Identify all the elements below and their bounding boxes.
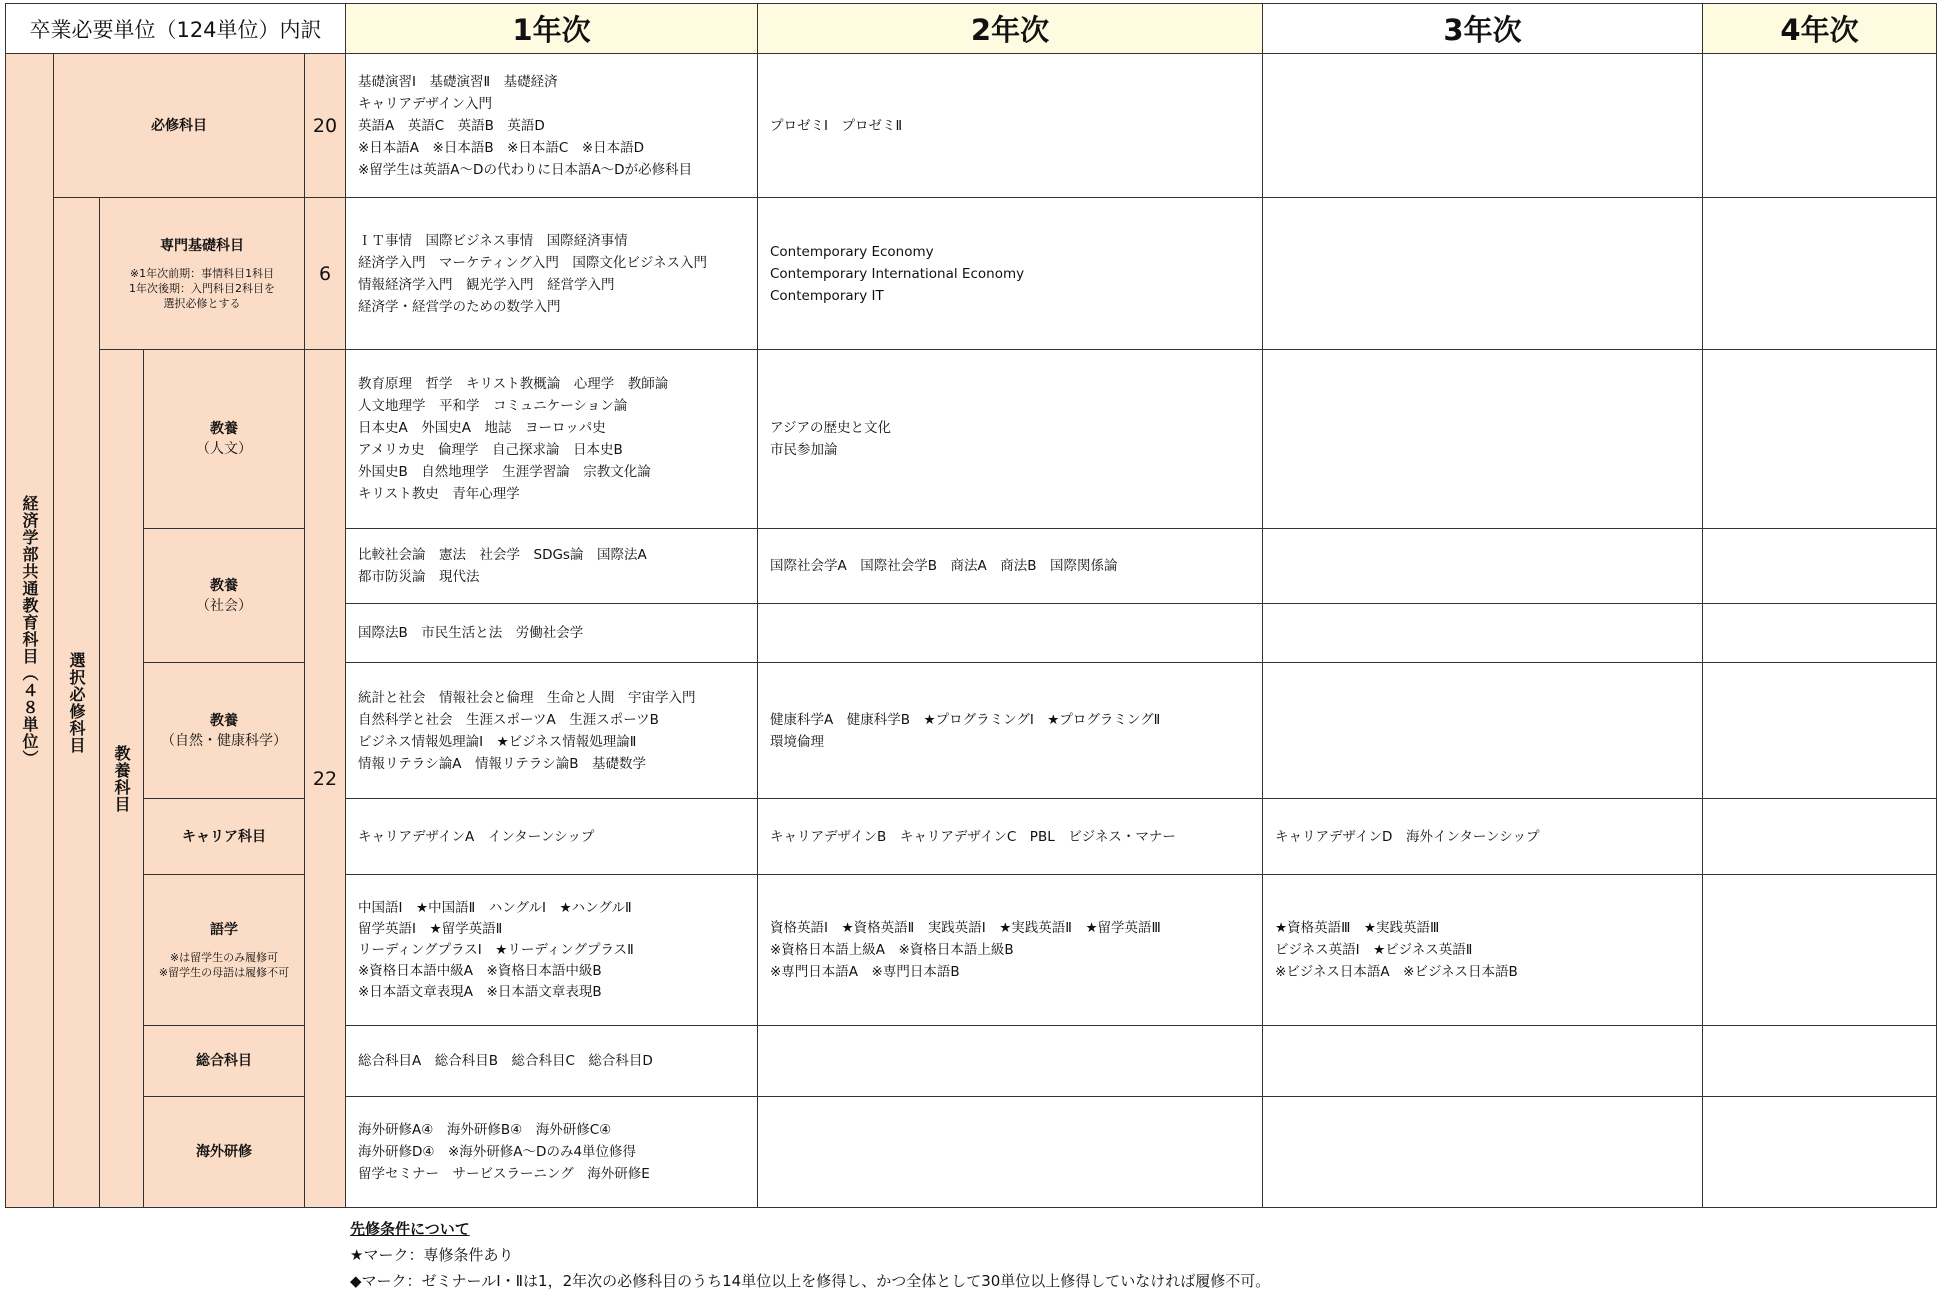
list-item: 人文地理学 平和学 コミュニケーション論 <box>358 398 628 414</box>
social-row1-year4 <box>1702 528 1937 604</box>
header-year1 <box>345 3 758 54</box>
list-item: 留学英語Ⅰ ★留学英語Ⅱ <box>358 920 503 937</box>
list-item: キャリアデザインA インターンシップ <box>358 828 595 845</box>
category-science <box>143 662 305 799</box>
note-line: 1年次後期：入門科目2科目を <box>129 282 275 295</box>
science-year4 <box>1702 662 1937 799</box>
category-science-name: 教養 <box>210 712 238 729</box>
list-item: 経済学・経営学のための数学入門 <box>358 298 561 315</box>
category-career-name: キャリア科目 <box>182 828 266 845</box>
list-item: 健康科学A 健康科学B ★プログラミングⅠ ★プログラミングⅡ <box>770 711 1161 728</box>
basic-year4 <box>1702 197 1937 350</box>
list-item: 英語A 英語C 英語B 英語D <box>358 117 545 134</box>
general-year2 <box>757 1025 1263 1097</box>
category-required-name: 必修科目 <box>151 117 207 134</box>
list-item: 海外研修A④ 海外研修B④ 海外研修C④ <box>358 1122 612 1138</box>
humanities-year1 <box>345 349 758 529</box>
category-humanities <box>143 349 305 529</box>
side-common-education-label: 経済学部共通教育科目（４８単位） <box>20 494 39 767</box>
category-general <box>143 1025 305 1097</box>
category-required <box>53 53 305 198</box>
humanities-year2 <box>757 349 1263 529</box>
list-item: 留学セミナー サービスラーニング 海外研修E <box>358 1166 650 1182</box>
list-item: ※日本語文章表現A ※日本語文章表現B <box>358 983 602 1000</box>
basic-year2 <box>757 197 1263 350</box>
career-year2 <box>757 798 1263 875</box>
list-item: 基礎演習Ⅰ 基礎演習Ⅱ 基礎経済 <box>358 73 558 90</box>
side-liberal-arts <box>99 349 144 1208</box>
table-title-cell <box>5 3 346 54</box>
list-item: 中国語Ⅰ ★中国語Ⅱ ハングルⅠ ★ハングルⅡ <box>358 899 632 916</box>
category-general-name: 総合科目 <box>196 1053 252 1069</box>
header-year3-label: 3年次 <box>1443 13 1522 47</box>
list-item: Contemporary International Economy <box>770 265 1025 282</box>
header-year4-label: 4年次 <box>1780 13 1859 47</box>
category-language-note <box>159 950 289 980</box>
list-item: ＩＴ事情 国際ビジネス事情 国際経済事情 <box>358 232 628 249</box>
category-social-name: 教養 <box>210 577 238 594</box>
list-item: アメリカ史 倫理学 自己探求論 日本史B <box>358 442 623 458</box>
humanities-year3 <box>1262 349 1703 529</box>
list-item: 海外研修D④ ※海外研修A～Dのみ4単位修得 <box>358 1144 637 1160</box>
overseas-year2 <box>757 1096 1263 1208</box>
category-humanities-sub: （人文） <box>196 441 252 457</box>
career-year3 <box>1262 798 1703 875</box>
list-item: ※留学生は英語A～Dの代わりに日本語A～Dが必修科目 <box>358 161 693 178</box>
overseas-year3 <box>1262 1096 1703 1208</box>
list-item: 経済学入門 マーケティング入門 国際文化ビジネス入門 <box>358 254 707 271</box>
science-year3 <box>1262 662 1703 799</box>
social-row1-year1 <box>345 528 758 604</box>
list-item: Contemporary IT <box>770 287 884 304</box>
list-item: 比較社会論 憲法 社会学 SDGs論 国際法A <box>358 547 647 563</box>
category-overseas-name: 海外研修 <box>196 1144 252 1160</box>
language-year4 <box>1702 874 1937 1026</box>
credits-liberal <box>304 349 346 1208</box>
list-item: ※資格日本語中級A ※資格日本語中級B <box>358 962 602 979</box>
category-language-name: 語学 <box>210 922 238 938</box>
credits-required-value: 20 <box>312 114 338 137</box>
list-item: 日本史A 外国史A 地誌 ヨーロッパ史 <box>358 420 606 436</box>
credits-liberal-value: 22 <box>312 767 338 790</box>
humanities-year4 <box>1702 349 1937 529</box>
list-item: Contemporary Economy <box>770 243 934 260</box>
social-row2-year3 <box>1262 603 1703 663</box>
credits-basic-value: 6 <box>318 262 332 285</box>
list-item: 市民参加論 <box>770 442 838 458</box>
social-row2-year2 <box>757 603 1263 663</box>
category-social <box>143 528 305 663</box>
general-year3 <box>1262 1025 1703 1097</box>
science-year1 <box>345 662 758 799</box>
category-humanities-name: 教養 <box>210 421 238 437</box>
list-item: ※専門日本語A ※専門日本語B <box>770 964 960 980</box>
category-language <box>143 874 305 1026</box>
list-item: 資格英語Ⅰ ★資格英語Ⅱ 実践英語Ⅰ ★実践英語Ⅱ ★留学英語Ⅲ <box>770 920 1161 936</box>
required-year3 <box>1262 53 1703 198</box>
category-basic <box>99 197 305 350</box>
list-item: 総合科目A 総合科目B 総合科目C 総合科目D <box>358 1053 653 1069</box>
social-row2-year1 <box>345 603 758 663</box>
note-line: ※留学生の母語は履修不可 <box>158 966 290 979</box>
required-year2 <box>757 53 1263 198</box>
side-elective-required-label: 選択必修科目 <box>67 651 86 754</box>
note-line: ※は留学生のみ履修可 <box>169 951 279 964</box>
table-title: 卒業必要単位（124単位）内訳 <box>29 17 322 42</box>
list-item: ※日本語A ※日本語B ※日本語C ※日本語D <box>358 139 645 156</box>
credits-basic <box>304 197 346 350</box>
list-item: 国際法B 市民生活と法 労働社会学 <box>358 625 584 641</box>
category-basic-name: 専門基礎科目 <box>160 238 244 254</box>
language-year3 <box>1262 874 1703 1026</box>
list-item: ビジネス情報処理論Ⅰ ★ビジネス情報処理論Ⅱ <box>358 733 637 750</box>
basic-year1 <box>345 197 758 350</box>
list-item: 情報リテラシ論A 情報リテラシ論B 基礎数学 <box>358 755 646 772</box>
social-row2-year4 <box>1702 603 1937 663</box>
list-item: プロゼミⅠ プロゼミⅡ <box>770 117 903 134</box>
required-year4 <box>1702 53 1937 198</box>
language-year1 <box>345 874 758 1026</box>
header-year4 <box>1702 3 1937 54</box>
social-row1-year2 <box>757 528 1263 604</box>
list-item: 教育原理 哲学 キリスト教概論 心理学 教師論 <box>358 376 669 392</box>
general-year1 <box>345 1025 758 1097</box>
list-item: 統計と社会 情報社会と倫理 生命と人間 宇宙学入門 <box>358 689 696 706</box>
list-item: ※ビジネス日本語A ※ビジネス日本語B <box>1275 964 1518 980</box>
list-item: ビジネス英語Ⅰ ★ビジネス英語Ⅱ <box>1275 942 1473 958</box>
list-item: ※資格日本語上級A ※資格日本語上級B <box>770 942 1014 958</box>
overseas-year4 <box>1702 1096 1937 1208</box>
category-science-sub: （自然・健康科学） <box>161 732 287 749</box>
footer-note-star: ★マーク：専修条件あり <box>350 1246 514 1264</box>
list-item: 国際社会学A 国際社会学B 商法A 商法B 国際関係論 <box>770 558 1118 574</box>
career-year1 <box>345 798 758 875</box>
footer-title: 先修条件について <box>350 1220 470 1238</box>
list-item: ★資格英語Ⅲ ★実践英語Ⅲ <box>1275 920 1440 936</box>
side-liberal-arts-label: 教養科目 <box>112 744 131 813</box>
list-item: キャリアデザイン入門 <box>358 95 493 112</box>
list-item: キリスト教史 青年心理学 <box>358 486 520 502</box>
list-item: 自然科学と社会 生涯スポーツA 生涯スポーツB <box>358 711 659 728</box>
category-overseas <box>143 1096 305 1208</box>
category-career <box>143 798 305 875</box>
category-social-sub: （社会） <box>196 597 252 614</box>
category-basic-note <box>129 266 275 311</box>
career-year4 <box>1702 798 1937 875</box>
list-item: 環境倫理 <box>770 733 824 750</box>
list-item: 都市防災論 現代法 <box>358 569 480 585</box>
side-elective-required <box>53 197 100 1208</box>
header-year2 <box>757 3 1263 54</box>
side-common-education <box>5 53 54 1208</box>
note-line: ※1年次前期：事情科目1科目 <box>129 267 275 280</box>
footer-note-diamond: ◆マーク：ゼミナールⅠ・Ⅱは1，2年次の必修科目のうち14単位以上を修得し、かつ全体として30単位以上修得していなければ履修不可。 <box>350 1272 1271 1290</box>
list-item: リーディングプラスⅠ ★リーディングプラスⅡ <box>358 941 634 958</box>
social-row1-year3 <box>1262 528 1703 604</box>
list-item: アジアの歴史と文化 <box>770 420 891 436</box>
general-year4 <box>1702 1025 1937 1097</box>
basic-year3 <box>1262 197 1703 350</box>
list-item: 情報経済学入門 観光学入門 経営学入門 <box>358 276 615 293</box>
list-item: キャリアデザインB キャリアデザインC PBL ビジネス・マナー <box>770 828 1176 845</box>
overseas-year1 <box>345 1096 758 1208</box>
required-year1 <box>345 53 758 198</box>
header-year1-label: 1年次 <box>512 13 591 47</box>
language-year2 <box>757 874 1263 1026</box>
list-item: 外国史B 自然地理学 生涯学習論 宗教文化論 <box>358 464 651 480</box>
note-line: 選択必修とする <box>163 297 241 310</box>
header-year3 <box>1262 3 1703 54</box>
science-year2 <box>757 662 1263 799</box>
list-item: キャリアデザインD 海外インターンシップ <box>1275 828 1540 845</box>
credits-required <box>304 53 346 198</box>
header-year2-label: 2年次 <box>970 13 1050 47</box>
